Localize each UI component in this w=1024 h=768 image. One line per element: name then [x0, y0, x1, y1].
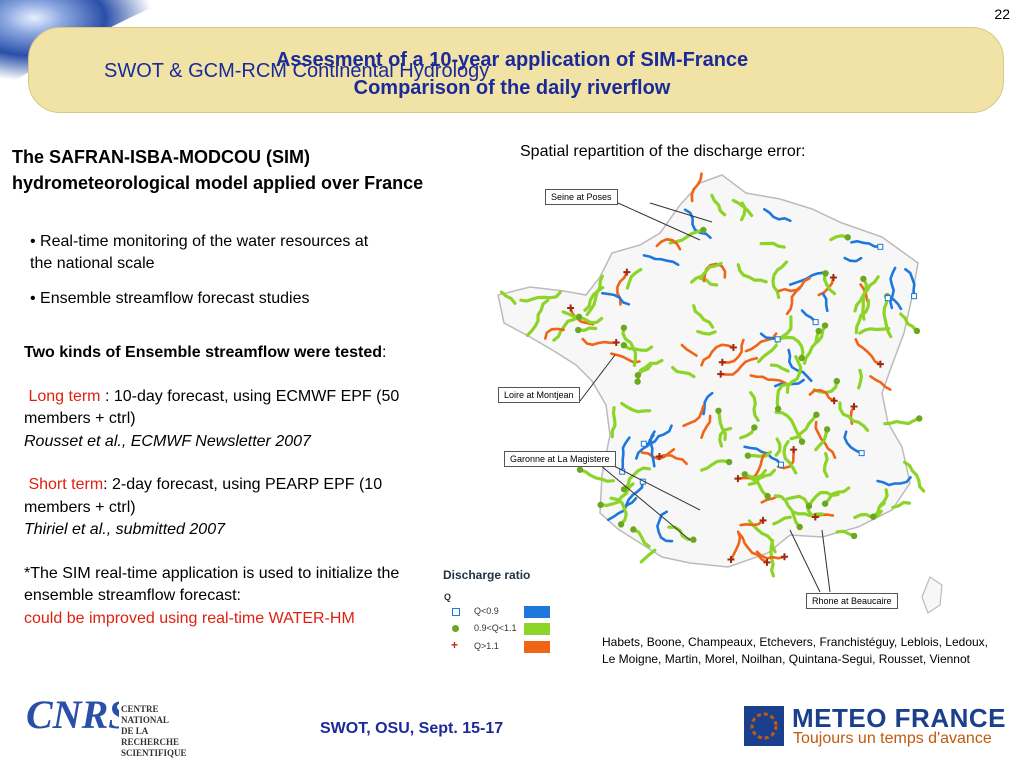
- legend-label-low: Q<0.9: [474, 606, 499, 616]
- short-term-reference: Thiriel et al., submitted 2007: [24, 521, 225, 538]
- legend-label-mid: 0.9<Q<1.1: [474, 623, 517, 633]
- title-line-2: Comparison of the daily riverflow: [353, 77, 671, 99]
- event-footer: SWOT, OSU, Sept. 15-17: [320, 720, 504, 737]
- title-line-1: Assesment of a 10-year application of SIM-France: [275, 49, 749, 71]
- legend-swatch-high: [524, 641, 550, 653]
- meteo-france-slogan: Toujours un temps d'avance: [793, 730, 992, 747]
- ensemble-heading: Two kinds of Ensemble streamflow were tested: [24, 344, 383, 361]
- discharge-legend: [448, 606, 558, 660]
- long-term-reference: Rousset et al., ECMWF Newsletter 2007: [24, 432, 311, 450]
- cnrs-mark: CNR: [26, 692, 109, 737]
- meteo-france-logo-icon: [742, 704, 786, 748]
- legend-square-icon: [452, 608, 460, 616]
- note-red-text: could be improved using real-time WATER-HM: [24, 609, 355, 627]
- long-term-text: : 10-day forecast, using ECMWF EPF (50 members + ctrl): [24, 387, 400, 427]
- short-term-label: Short term: [28, 476, 104, 493]
- cnrs-mark-icon: [24, 680, 119, 750]
- map-title: Spatial repartition of the discharge error:: [520, 143, 806, 160]
- bullet-item: • Real-time monitoring of the water resources at the national scale: [30, 233, 369, 272]
- callout-loire: Loire at Montjean: [498, 387, 580, 403]
- long-term-label: Long term: [28, 387, 101, 405]
- cnrs-logo: [24, 680, 204, 758]
- short-term-text: : 2-day forecast, using PEARP EPF (10 members + ctrl): [24, 476, 383, 516]
- note-text: *The SIM real-time application is used to initialize the ensemble streamflow forecast:: [24, 564, 400, 604]
- legend-dot-icon: [452, 625, 459, 632]
- cnrs-text-line: SCIENTIFIQUE: [121, 748, 187, 758]
- cnrs-text: [121, 704, 204, 759]
- cnrs-text-line: DE LA RECHERCHE: [121, 726, 180, 747]
- legend-swatch-mid: [524, 623, 550, 635]
- legend-label-high: Q>1.1: [474, 641, 499, 651]
- legend-swatch-low: [524, 606, 550, 618]
- legend-plus-icon: +: [451, 638, 459, 652]
- legend-q-label: Q: [444, 592, 452, 602]
- cnrs-text-line: CENTRE NATIONAL: [121, 704, 169, 725]
- meteo-france-name: METEO FRANCE: [792, 703, 1006, 733]
- model-heading: The SAFRAN-ISBA-MODCOU (SIM) hydrometeorological model applied over France: [12, 147, 424, 193]
- callout-seine: Seine at Poses: [545, 189, 618, 205]
- legend-title: Discharge ratio: [443, 568, 531, 582]
- callout-rhone: Rhone at Beaucaire: [806, 593, 898, 609]
- callout-garonne: Garonne at La Magistere: [504, 451, 616, 467]
- bullet-item: • Ensemble streamflow forecast studies: [30, 290, 310, 307]
- slide-series-title: SWOT & GCM-RCM Continental Hydrology: [104, 60, 490, 82]
- page-number: 22: [994, 6, 1010, 22]
- authors-list: Habets, Boone, Champeaux, Etchevers, Franchistéguy, Leblois, Ledoux, Le Moigne, Martin, Morel, Noilhan, Quintana-Segui, Rousset, Viennot: [602, 635, 988, 666]
- ensemble-heading-colon: :: [382, 344, 387, 361]
